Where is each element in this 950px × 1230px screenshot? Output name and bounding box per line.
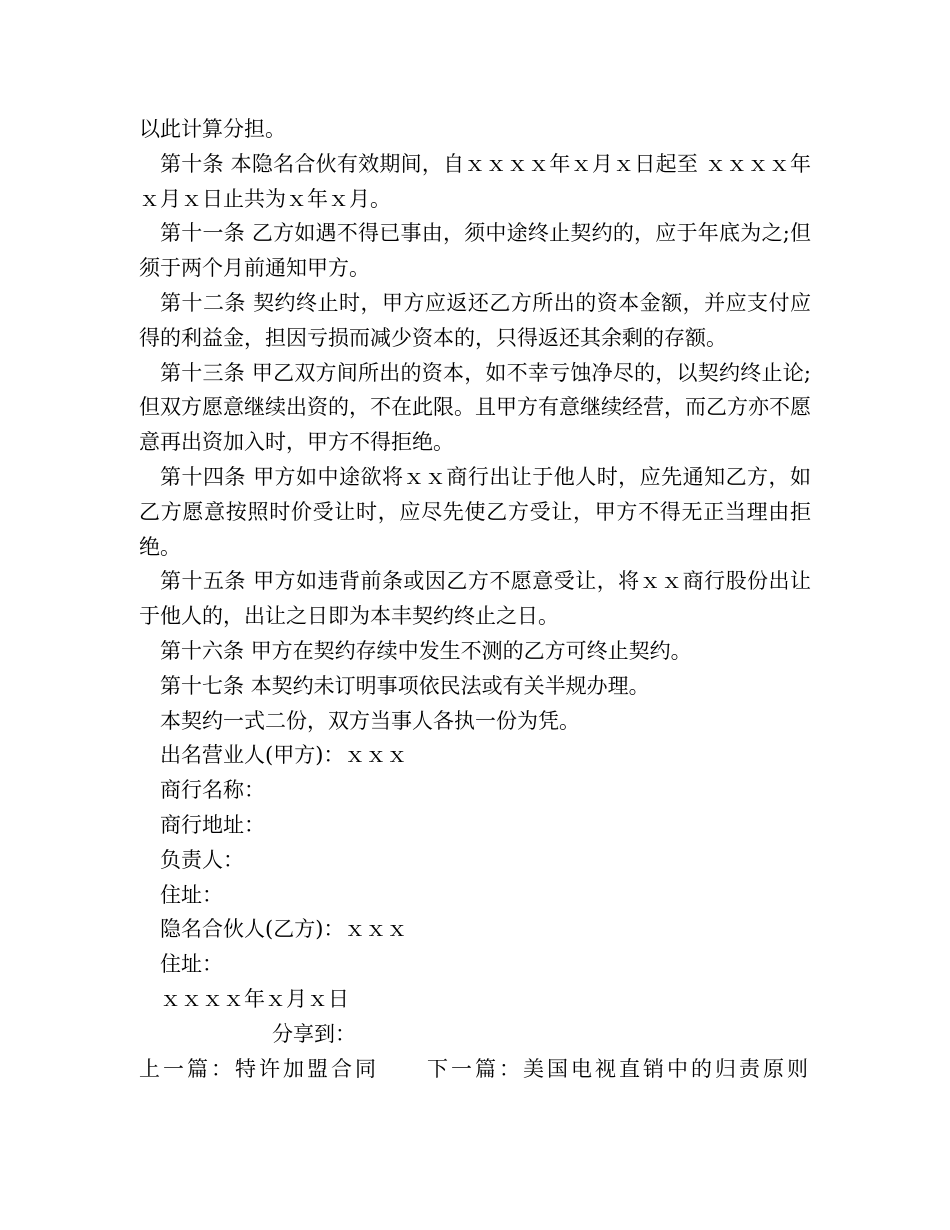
article-text: 甲方在契约存续中发生不测的乙方可终止契约。 [250, 638, 692, 663]
article-text: 甲方如违背前条或因乙方不愿意受让，将ｘｘ商行股份出让于他人的，出让之日即为本丰契约终止之日。 [139, 569, 812, 629]
prev-article-link[interactable]: 上一篇：特许加盟合同 [139, 1056, 379, 1081]
article-text: 乙方如遇不得已事由，须中途终止契约的，应于年底为之;但须于两个月前通知甲方。 [139, 221, 811, 281]
article-label: 第十三条 [160, 360, 245, 385]
article-label: 第十六条 [160, 638, 244, 663]
signature-address-a: 住址： [160, 882, 223, 907]
signature-address-b: 住址： [160, 952, 223, 977]
next-article-link[interactable]: 下一篇：美国电视直销中的归责原则 [427, 1056, 811, 1081]
signature-date: ｘｘｘｘ年ｘ月ｘ日 [160, 986, 349, 1011]
article-15 [139, 564, 811, 634]
article-text: 甲方如中途欲将ｘｘ商行出让于他人时，应先通知乙方，如乙方愿意按照时价受让时，应尽先使乙方受让，甲方不得无正当理由拒绝。 [139, 464, 812, 559]
article-11 [139, 216, 811, 286]
article-13 [139, 356, 811, 460]
article-label: 第十四条 [160, 464, 246, 489]
signature-party-a: 出名营业人(甲方)：ｘｘｘ [160, 743, 408, 768]
article-10 [139, 147, 811, 217]
signature-party-b: 隐名合伙人(乙方)：ｘｘｘ [160, 917, 408, 942]
share-label: 分享到： [272, 1021, 356, 1046]
signature-firm-address: 商行地址： [160, 812, 265, 837]
article-16 [139, 634, 811, 669]
article-text: 本隐名合伙有效期间，自ｘｘｘｘ年ｘ月ｘ日起至 ｘｘｘｘ年ｘ月ｘ日止共为ｘ年ｘ月。 [139, 151, 811, 211]
opening-fragment: 以此计算分担。 [139, 117, 286, 141]
article-label: 第十七条 [160, 673, 244, 698]
signature-responsible-person: 负责人： [160, 847, 244, 872]
article-12 [139, 286, 811, 356]
article-label: 第十条 [160, 151, 224, 176]
contract-document [139, 112, 811, 1086]
article-label: 第十二条 [160, 290, 246, 315]
article-14 [139, 460, 811, 564]
share-row [139, 1017, 811, 1052]
article-17 [139, 669, 811, 704]
article-label: 第十一条 [160, 221, 245, 246]
signature-firm-name: 商行名称： [160, 778, 265, 803]
closing-statement: 本契约一式二份，双方当事人各执一份为凭。 [160, 708, 580, 733]
article-navigation [139, 1052, 811, 1087]
article-text: 甲乙双方间所出的资本，如不幸亏蚀净尽的，以契约终止论;但双方愿意继续出资的，不在此限。且甲方有意继续经营，而乙方亦不愿意再出资加入时，甲方不得拒绝。 [139, 360, 811, 455]
article-label: 第十五条 [160, 569, 246, 594]
article-text: 本契约未订明事项依民法或有关半规办理。 [250, 673, 650, 698]
article-text: 契约终止时，甲方应返还乙方所出的资本金额，并应支付应得的利益金，担因亏损而减少资本的，只得返还其余剩的存额。 [139, 290, 812, 350]
